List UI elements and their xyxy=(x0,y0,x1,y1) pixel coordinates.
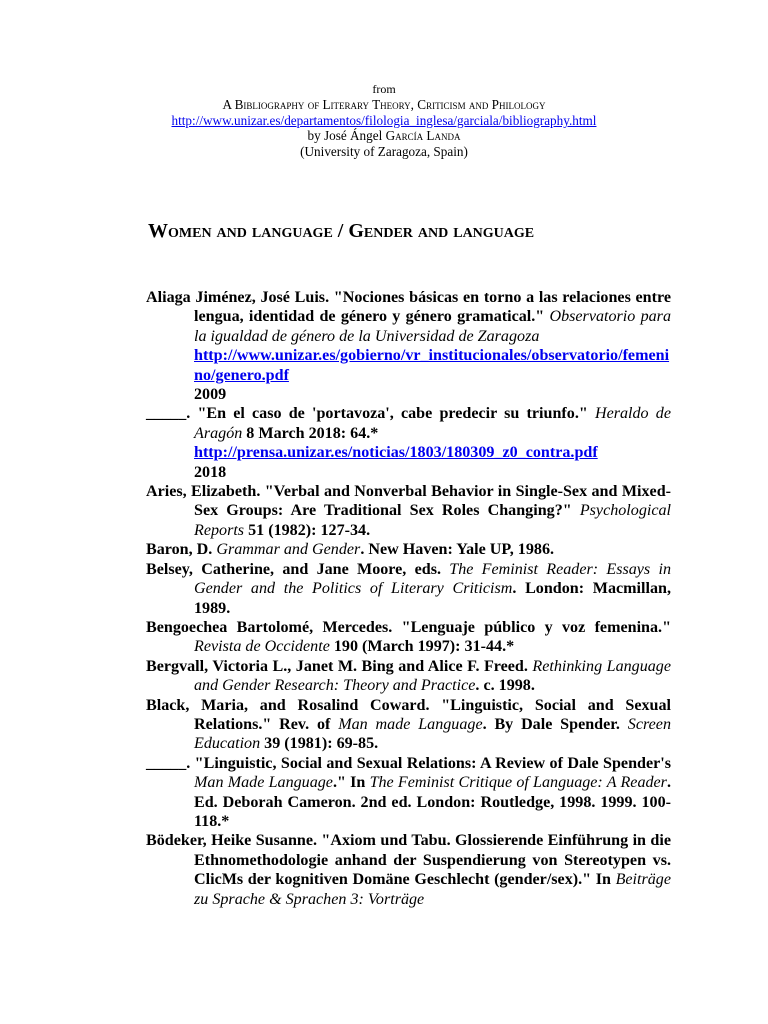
entry-text: Bödeker, Heike Susanne. "Axiom und Tabu. Glossierende Einführung in die Ethnomethodologie anhand der Suspendierung von Stereotypen vs. ClicMs der kognitiven Domäne Geschlecht (gender/sex)." In xyxy=(146,832,671,889)
bibliography-link[interactable]: http://www.unizar.es/departamentos/filologia_inglesa/garciala/bibliography.html xyxy=(171,112,597,128)
section-title: Women and language / Gender and language xyxy=(148,220,535,242)
author-surname: García Landa xyxy=(385,128,461,144)
entry-title: Psychological Reports xyxy=(194,502,671,539)
entry-text: Bengoechea Bartolomé, Mercedes. "Lenguaje público y voz femenina." xyxy=(146,618,671,636)
entry-title: Man Made Language xyxy=(194,774,333,792)
bibliography-entries xyxy=(146,288,671,909)
bibliography-entry xyxy=(146,618,671,657)
author-line xyxy=(0,128,768,143)
bibliography-entry xyxy=(146,482,671,540)
entry-title: The Feminist Critique of Language: A Reader xyxy=(369,774,667,792)
entry-text: . Ed. Deborah Cameron. 2nd ed. London: Routledge, 1998. 1999. 100-118.* xyxy=(194,774,671,830)
entry-text: Aliaga Jiménez, José Luis. "Nociones básicas en torno a las relaciones entre lengua, identidad de género y género gramatical." xyxy=(146,289,671,326)
entry-text: _____. "En el caso de 'portavoza', cabe predecir su triunfo." xyxy=(146,405,595,423)
entry-text: 8 March 2018: 64.* xyxy=(242,424,379,442)
entry-link[interactable]: http://prensa.unizar.es/noticias/1803/180309_z0_contra.pdf xyxy=(194,444,598,462)
bibliography-title: A Bibliography of Literary Theory, Criticism and Philology xyxy=(222,97,546,113)
entry-title: The Feminist Reader: Essays in Gender and the Politics of Literary Criticism xyxy=(194,560,671,598)
entry-text: . New Haven: Yale UP, 1986. xyxy=(360,541,555,559)
entry-title: Grammar and Gender xyxy=(216,541,361,559)
entry-title: Observatorio para la igualdad de género de la Universidad de Zaragoza xyxy=(194,308,671,345)
entry-text: Bergvall, Victoria L., Janet M. Bing and Alice F. Freed. xyxy=(146,657,533,675)
entry-text: ." In xyxy=(332,774,370,792)
entry-year: 2018 xyxy=(194,463,227,481)
bibliography-entry xyxy=(146,831,671,909)
bibliography-entry xyxy=(146,696,671,754)
entry-text: . London: Macmillan, 1989. xyxy=(194,580,671,617)
bibliography-entry xyxy=(146,288,671,404)
entry-link[interactable]: http://www.unizar.es/gobierno/vr_institucionales/observatorio/femenino/genero.pdf xyxy=(194,347,670,384)
entry-text: . c. 1998. xyxy=(475,677,535,695)
entry-title: Heraldo de Aragón xyxy=(194,405,671,442)
document-header xyxy=(0,82,768,159)
entry-text: Aries, Elizabeth. "Verbal and Nonverbal Behavior in Single-Sex and Mixed-Sex Groups: Are Traditional Sex Roles Changing?" xyxy=(146,483,671,520)
entry-title: Man made Language xyxy=(338,715,483,733)
entry-text: 190 (March 1997): 31-44.* xyxy=(329,638,515,656)
entry-title: Screen Education xyxy=(194,715,671,753)
entry-title: Beiträge zu Sprache & Sprachen 3: Vorträge xyxy=(194,871,671,908)
entry-text: . By Dale Spender. xyxy=(482,715,628,733)
entry-title: Revista de Occidente xyxy=(194,638,330,656)
bibliography-entry xyxy=(146,657,671,696)
entry-text: 51 (1982): 127-34. xyxy=(244,521,371,539)
entry-year: 2009 xyxy=(194,386,227,404)
entry-text: 39 (1981): 69-85. xyxy=(260,735,379,753)
entry-text: Baron, D. xyxy=(146,541,217,559)
bibliography-entry xyxy=(146,404,671,482)
bibliography-entry xyxy=(146,540,671,559)
bibliography-entry xyxy=(146,754,671,832)
author-prefix: by José Ángel xyxy=(307,128,383,144)
entry-text: Black, Maria, and Rosalind Coward. "Linguistic, Social and Sexual Relations." Rev. of xyxy=(146,696,671,733)
from-label: from xyxy=(372,82,396,96)
entry-text: _____. "Linguistic, Social and Sexual Relations: A Review of Dale Spender's xyxy=(146,754,671,772)
entry-title: Rethinking Language and Gender Research: Theory and Practice xyxy=(194,657,671,695)
entry-text: Belsey, Catherine, and Jane Moore, eds. xyxy=(146,560,450,578)
bibliography-entry xyxy=(146,560,671,618)
affiliation: (University of Zaragoza, Spain) xyxy=(300,143,468,159)
